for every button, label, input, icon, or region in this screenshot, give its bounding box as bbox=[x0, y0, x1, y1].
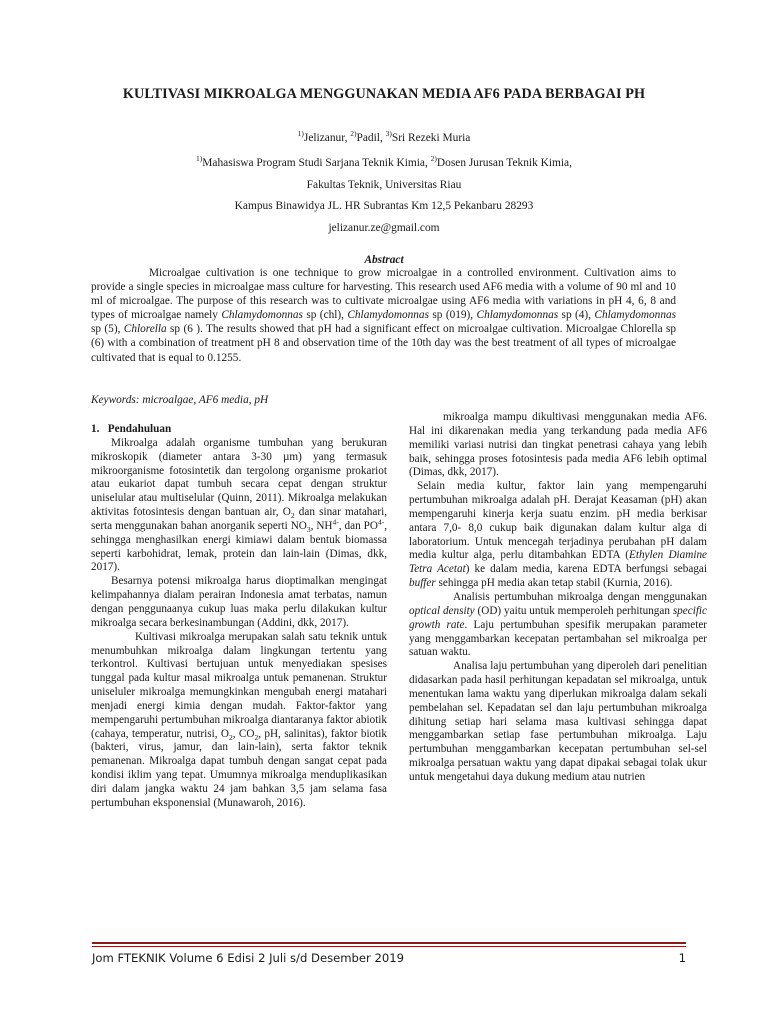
abstract-text: sp (019), bbox=[428, 309, 477, 322]
author-line bbox=[60, 131, 708, 145]
paragraph bbox=[91, 437, 387, 575]
footer-rule-thin bbox=[92, 946, 686, 947]
paragraph-text: , NH bbox=[310, 519, 333, 532]
right-column bbox=[409, 411, 707, 785]
abstract-body bbox=[91, 266, 676, 365]
affiliation-1: Mahasiswa Program Studi Sarjana Teknik Kimia, bbox=[202, 157, 431, 169]
paragraph-text: Kultivasi mikroalga merupakan salah satu teknik untuk menumbuhkan mikroalga dalam lingkungan tertentu yang terkontrol. Kultivasi bertujuan untuk menyediakan spesises tunggal pada kultur masal mikroalga untuk pemanenan. Struktur uniseluler mikroalga memungkinkan mengubah energi matahari menjadi energi kimia dengan mudah. Faktor-faktor yang mempengaruhi pertumbuhan mikroalga diantaranya faktor abiotik (cahaya, temperatur, nutrisi, O bbox=[91, 630, 387, 740]
abstract-text: sp (4), bbox=[558, 309, 595, 322]
subscript: 2 bbox=[228, 732, 233, 742]
paragraph bbox=[409, 591, 707, 660]
paragraph-text: (OD) yaitu untuk memperoleh perhitungan bbox=[474, 604, 673, 617]
superscript: 4- bbox=[377, 517, 385, 527]
subscript: 3 bbox=[306, 525, 311, 535]
species-name: Chlamydomonnas bbox=[221, 309, 303, 322]
paragraph-text: Mikroalga adalah organisme tumbuhan yang berukuran mikroskopik (diameter antara 3-30 µm) yang termasuk mikroorganisme fotosintetik dan tergolong organisme prokariot atau eukariot dapat tumbuh secara cepat dengan struktur uniselular atau multiselular (Quinn, 2011). Mikroalga melakukan aktivitas fotosintesis dengan bantuan air, O bbox=[91, 436, 387, 519]
species-name: Chlorella bbox=[123, 323, 167, 336]
keywords: Keywords: microalgae, AF6 media, pH bbox=[91, 394, 269, 406]
author-3: Sri Rezeki Muria bbox=[391, 132, 471, 144]
paragraph: mikroalga mampu dikultivasi menggunakan media AF6. Hal ini dikarenakan media yang terkandung pada media AF6 memiliki variasi nutrisi dan tingkat penetrasi cahaya yang lebih baik, sehingga proses fotosintesis pada media AF6 lebih optimal (Dimas, dkk, 2017). bbox=[409, 411, 707, 479]
abstract-text: sp (5), bbox=[91, 323, 124, 336]
paragraph-text: ) ke dalam media, karena EDTA berfungsi sebagai bbox=[465, 563, 707, 576]
paragraph-text: . Laju pertumbuhan spesifik merupakan parameter yang menggambarkan kecepatan pertambahan sel mikroalga per satuan waktu. bbox=[409, 618, 708, 659]
italic-term: buffer bbox=[409, 577, 436, 590]
italic-term: Ethylen Diamine Tetra Acetat bbox=[409, 549, 707, 576]
author-sup-2: 2) bbox=[350, 129, 357, 139]
affiliation-2: Dosen Jurusan Teknik Kimia, bbox=[436, 157, 572, 169]
paragraph bbox=[409, 480, 707, 591]
abstract-text: Microalgae cultivation is one technique to grow microalgae in a controlled environment. Cultivation aims to provide a single species in microalgae mass culture for harvesting. This research used AF6 media with a volume of 90 ml and 10 ml of microalgae. The purpose of this research was to cultivate microalgae using AF6 media with variations in pH 4, 6, 8 and types of microalgae namely bbox=[91, 267, 676, 322]
paragraph-text: Selain media kultur, faktor lain yang mempengaruhi pertumbuhan mikroalga adalah pH. Derajat Keasaman (pH) akan mempengaruhi kinerja kerja suatu enzim. pH media berkisar antara 7,0- 8,0 cukup baik digunakan dalam kultur alga di laboratorium. Untuk mencegah terjadinya perubahan pH dalam media kultur alga, perlu ditambahkan EDTA ( bbox=[409, 480, 707, 562]
affiliation-sup-1: 1) bbox=[196, 154, 203, 164]
left-column bbox=[91, 423, 387, 811]
abstract-heading: Abstract bbox=[364, 254, 404, 266]
paragraph-text: , CO bbox=[232, 727, 255, 740]
subscript: 2 bbox=[290, 511, 295, 521]
paragraph bbox=[91, 631, 387, 811]
paragraph-text: , dan PO bbox=[338, 519, 378, 532]
paragraph-text: dan sinar matahari, serta menggunakan bahan anorganik seperti NO bbox=[91, 506, 387, 532]
faculty-line: Fakultas Teknik, Universitas Riau bbox=[306, 179, 462, 191]
paragraph-text: sehingga pH media akan tetap stabil (Kurnia, 2016). bbox=[435, 577, 673, 590]
paragraph-text: , pH, salinitas), faktor biotik (bakteri, virus, jamur, dan lain-lain), serta faktor teknik pemanenan. Mikroalga dapat tumbuh dengan sangat cepat pada kondisi iklim yang tepat. Umumnya mikroalga menduplikasikan diri dalam jangka waktu 24 jam bahkan 3,5 jam selama fasa pertumbuhan eksponensial (Munawaroh, 2016). bbox=[91, 727, 387, 809]
affiliation-sup-2: 2) bbox=[430, 154, 437, 164]
paper-title: KULTIVASI MIKROALGA MENGGUNAKAN MEDIA AF6 PADA BERBAGAI PH bbox=[122, 86, 646, 102]
footer-journal: Jom FTEKNIK Volume 6 Edisi 2 Juli s/d Desember 2019 bbox=[92, 951, 404, 965]
author-2: Padil, bbox=[356, 132, 386, 144]
author-sup-1: 1) bbox=[297, 129, 304, 139]
page-number: 1 bbox=[678, 951, 686, 965]
paragraph: Analisa laju pertumbuhan yang diperoleh dari penelitian didasarkan pada hasil perhitungan kepadatan sel mikroalga, untuk menentukan lama waktu yang diperlukan mikroalga dalam sekali pembelahan sel. Kepadatan sel dan laju pertumbuhan mikroalga dihitung setiap hari selama masa kultivasi sehingga dapat menggambarkan setiap fase pertumbuhan mikroalga. Laju pertumbuhan menggambarkan kecepatan pertumbuhan sel-sel mikroalga persatuan waktu yang dapat dipakai sebagai tolak ukur untuk mengetahui daya dukung medium atau nutrien bbox=[409, 660, 707, 783]
species-name: Chlamydomonnas bbox=[347, 309, 429, 322]
email-line: jelizanur.ze@gmail.com bbox=[328, 222, 440, 234]
species-name: Chlamydomonnas bbox=[476, 309, 559, 322]
species-name: Chlamydomonnas bbox=[594, 309, 677, 322]
address-line: Kampus Binawidya JL. HR Subrantas Km 12,5 Pekanbaru 28293 bbox=[234, 200, 534, 212]
italic-term: specific growth rate bbox=[409, 604, 707, 631]
superscript: 4- bbox=[332, 517, 339, 527]
paragraph-text: Analisis pertumbuhan mikroalga dengan menggunakan bbox=[453, 590, 707, 603]
author-sup-3: 3) bbox=[385, 129, 392, 139]
section-heading-pendahuluan: 1. Pendahuluan bbox=[91, 423, 172, 435]
subscript: 2 bbox=[254, 732, 259, 742]
footer-rule bbox=[92, 942, 686, 944]
paragraph: Besarnya potensi mikroalga harus dioptimalkan mengingat kelimpahannya dialam perairan Indonesia amat terbatas, namun dengan penggunaanya cukup luas maka perlu dilakukan kultur mikroalga secara berkesinambungan (Addini, dkk, 2017). bbox=[91, 575, 387, 629]
abstract-text: sp (chl), bbox=[302, 309, 348, 322]
italic-term: optical density bbox=[409, 604, 475, 617]
abstract-text: sp (6 ). The results showed that pH had a significant effect on microalgae cultivation. Microalgae Chlorella sp (6) with a combination of treatment pH 8 and observation time of the 10th day was the best treatment of all types of microalgae cultivated that is equal to 0.1255. bbox=[91, 323, 676, 364]
paragraph-text: , sehingga menghasilkan energi kimiawi dalam bentuk biomassa seperti karbohidrat, lemak, protein dan lain-lain (Dimas, dkk, 2017). bbox=[91, 519, 387, 574]
affiliation-line bbox=[60, 156, 708, 170]
author-1: Jelizanur, bbox=[303, 132, 351, 144]
